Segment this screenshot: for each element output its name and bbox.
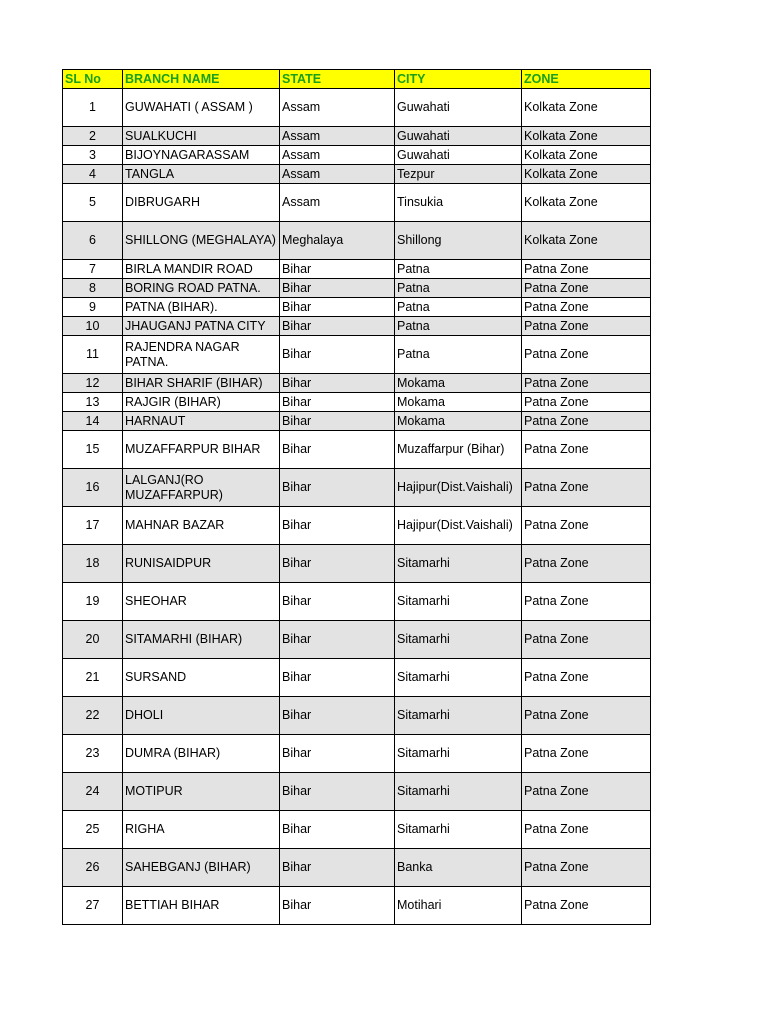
cell-sl-no: 5 [63,184,123,222]
cell-zone: Patna Zone [522,279,651,298]
cell-city: Sitamarhi [395,621,522,659]
cell-city: Guwahati [395,127,522,146]
cell-sl-no: 14 [63,412,123,431]
cell-state: Bihar [280,298,395,317]
cell-branch-name: BIRLA MANDIR ROAD [123,260,280,279]
cell-zone: Patna Zone [522,260,651,279]
cell-state: Assam [280,127,395,146]
cell-branch-name: DUMRA (BIHAR) [123,735,280,773]
cell-branch-name: SHEOHAR [123,583,280,621]
table-row [63,317,651,336]
cell-branch-name: SAHEBGANJ (BIHAR) [123,849,280,887]
cell-state: Assam [280,146,395,165]
cell-branch-name: MOTIPUR [123,773,280,811]
table-row [63,621,651,659]
col-header-city: CITY [395,70,522,89]
cell-zone: Kolkata Zone [522,165,651,184]
cell-state: Bihar [280,735,395,773]
cell-sl-no: 17 [63,507,123,545]
cell-state: Bihar [280,583,395,621]
cell-branch-name: GUWAHATI ( ASSAM ) [123,89,280,127]
cell-city: Banka [395,849,522,887]
cell-city: Patna [395,279,522,298]
cell-city: Muzaffarpur (Bihar) [395,431,522,469]
table-row [63,412,651,431]
cell-zone: Kolkata Zone [522,222,651,260]
table-row [63,735,651,773]
cell-city: Sitamarhi [395,773,522,811]
col-header-branch-name: BRANCH NAME [123,70,280,89]
table-row [63,298,651,317]
cell-zone: Patna Zone [522,583,651,621]
cell-sl-no: 12 [63,374,123,393]
cell-sl-no: 13 [63,393,123,412]
cell-sl-no: 26 [63,849,123,887]
cell-sl-no: 21 [63,659,123,697]
cell-city: Shillong [395,222,522,260]
cell-zone: Patna Zone [522,317,651,336]
cell-city: Sitamarhi [395,545,522,583]
table-row [63,222,651,260]
cell-state: Bihar [280,317,395,336]
cell-state: Bihar [280,507,395,545]
cell-zone: Patna Zone [522,849,651,887]
cell-sl-no: 15 [63,431,123,469]
cell-sl-no: 20 [63,621,123,659]
cell-zone: Patna Zone [522,735,651,773]
cell-city: Sitamarhi [395,735,522,773]
cell-branch-name: RAJGIR (BIHAR) [123,393,280,412]
cell-zone: Patna Zone [522,298,651,317]
cell-branch-name: SUALKUCHI [123,127,280,146]
table-row [63,184,651,222]
cell-city: Sitamarhi [395,659,522,697]
cell-branch-name: JHAUGANJ PATNA CITY [123,317,280,336]
cell-sl-no: 7 [63,260,123,279]
cell-state: Bihar [280,697,395,735]
cell-state: Bihar [280,811,395,849]
table-row [63,469,651,507]
cell-city: Sitamarhi [395,583,522,621]
table-row [63,697,651,735]
cell-branch-name: BIJOYNAGARASSAM [123,146,280,165]
cell-zone: Patna Zone [522,659,651,697]
cell-state: Bihar [280,336,395,374]
cell-city: Mokama [395,393,522,412]
cell-city: Hajipur(Dist.Vaishali) [395,507,522,545]
cell-zone: Patna Zone [522,393,651,412]
cell-state: Meghalaya [280,222,395,260]
table-row [63,583,651,621]
cell-zone: Patna Zone [522,431,651,469]
cell-sl-no: 18 [63,545,123,583]
cell-branch-name: DHOLI [123,697,280,735]
cell-sl-no: 23 [63,735,123,773]
cell-state: Bihar [280,887,395,925]
table-row [63,374,651,393]
cell-city: Mokama [395,412,522,431]
col-header-sl-no: SL No [63,70,123,89]
cell-city: Tezpur [395,165,522,184]
cell-branch-name: BIHAR SHARIF (BIHAR) [123,374,280,393]
cell-sl-no: 27 [63,887,123,925]
table-row [63,127,651,146]
table-row [63,507,651,545]
cell-branch-name: TANGLA [123,165,280,184]
cell-branch-name: BORING ROAD PATNA. [123,279,280,298]
cell-zone: Kolkata Zone [522,127,651,146]
cell-zone: Patna Zone [522,507,651,545]
cell-branch-name: RAJENDRA NAGAR PATNA. [123,336,280,374]
cell-sl-no: 4 [63,165,123,184]
cell-state: Bihar [280,260,395,279]
cell-sl-no: 9 [63,298,123,317]
cell-city: Patna [395,260,522,279]
cell-city: Motihari [395,887,522,925]
table-row [63,659,651,697]
cell-zone: Patna Zone [522,545,651,583]
cell-state: Bihar [280,621,395,659]
cell-sl-no: 2 [63,127,123,146]
table-row [63,165,651,184]
table-row [63,393,651,412]
cell-zone: Patna Zone [522,412,651,431]
cell-state: Bihar [280,659,395,697]
cell-state: Bihar [280,545,395,583]
cell-zone: Patna Zone [522,374,651,393]
cell-state: Assam [280,165,395,184]
table-row [63,773,651,811]
header-row [63,70,651,89]
cell-zone: Patna Zone [522,697,651,735]
col-header-state: STATE [280,70,395,89]
cell-branch-name: SHILLONG (MEGHALAYA) [123,222,280,260]
table-row [63,89,651,127]
cell-branch-name: HARNAUT [123,412,280,431]
col-header-zone: ZONE [522,70,651,89]
cell-sl-no: 1 [63,89,123,127]
cell-sl-no: 24 [63,773,123,811]
cell-zone: Kolkata Zone [522,146,651,165]
cell-branch-name: RIGHA [123,811,280,849]
cell-state: Assam [280,89,395,127]
cell-city: Hajipur(Dist.Vaishali) [395,469,522,507]
cell-branch-name: MUZAFFARPUR BIHAR [123,431,280,469]
table-row [63,545,651,583]
cell-zone: Patna Zone [522,336,651,374]
cell-state: Bihar [280,393,395,412]
cell-sl-no: 19 [63,583,123,621]
cell-state: Bihar [280,279,395,298]
cell-zone: Kolkata Zone [522,89,651,127]
table-row [63,811,651,849]
cell-state: Bihar [280,849,395,887]
cell-state: Bihar [280,431,395,469]
cell-city: Patna [395,298,522,317]
cell-zone: Patna Zone [522,811,651,849]
cell-city: Tinsukia [395,184,522,222]
cell-sl-no: 3 [63,146,123,165]
table-row [63,336,651,374]
cell-sl-no: 22 [63,697,123,735]
cell-branch-name: SITAMARHI (BIHAR) [123,621,280,659]
cell-city: Sitamarhi [395,811,522,849]
table-row [63,260,651,279]
cell-state: Bihar [280,374,395,393]
cell-zone: Patna Zone [522,469,651,507]
cell-sl-no: 11 [63,336,123,374]
cell-sl-no: 25 [63,811,123,849]
cell-zone: Patna Zone [522,773,651,811]
cell-zone: Patna Zone [522,887,651,925]
cell-state: Bihar [280,412,395,431]
cell-branch-name: LALGANJ(RO MUZAFFARPUR) [123,469,280,507]
cell-branch-name: SURSAND [123,659,280,697]
cell-zone: Kolkata Zone [522,184,651,222]
cell-sl-no: 10 [63,317,123,336]
table-row [63,849,651,887]
cell-branch-name: MAHNAR BAZAR [123,507,280,545]
table-row [63,431,651,469]
cell-city: Mokama [395,374,522,393]
cell-state: Bihar [280,469,395,507]
cell-city: Patna [395,317,522,336]
cell-city: Sitamarhi [395,697,522,735]
cell-branch-name: DIBRUGARH [123,184,280,222]
branch-table [62,69,651,925]
cell-branch-name: RUNISAIDPUR [123,545,280,583]
cell-city: Patna [395,336,522,374]
cell-city: Guwahati [395,89,522,127]
cell-zone: Patna Zone [522,621,651,659]
table-row [63,887,651,925]
table-row [63,279,651,298]
cell-sl-no: 16 [63,469,123,507]
cell-sl-no: 6 [63,222,123,260]
cell-sl-no: 8 [63,279,123,298]
table-row [63,146,651,165]
cell-city: Guwahati [395,146,522,165]
cell-branch-name: BETTIAH BIHAR [123,887,280,925]
cell-state: Bihar [280,773,395,811]
cell-state: Assam [280,184,395,222]
cell-branch-name: PATNA (BIHAR). [123,298,280,317]
